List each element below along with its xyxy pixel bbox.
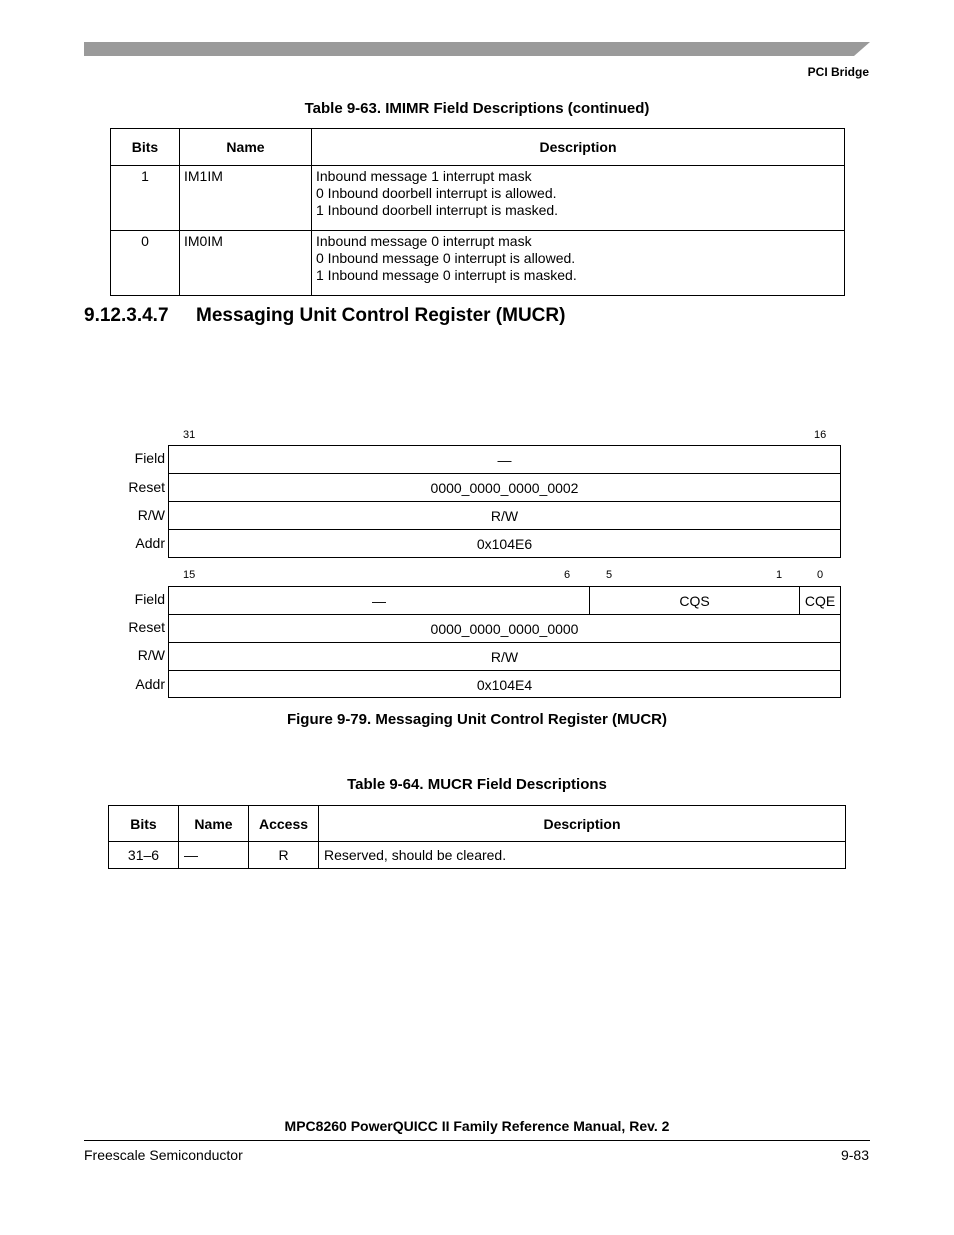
register-row-addr <box>169 530 840 558</box>
column-header-description: Description <box>312 129 845 166</box>
column-header-name: Name <box>179 806 249 842</box>
cell-name: IM1IM <box>180 166 312 231</box>
column-header-bits: Bits <box>111 129 180 166</box>
field-reserved: — <box>497 451 512 468</box>
section-heading <box>84 305 565 327</box>
table-caption-imimr: Table 9-63. IMIMR Field Descriptions (continued) <box>304 100 650 117</box>
column-header-bits: Bits <box>109 806 179 842</box>
cell-bits: 31–6 <box>109 842 179 869</box>
bit-number-15: 15 <box>183 569 196 581</box>
column-header-description: Description <box>319 806 846 842</box>
register-row-reset <box>169 474 840 502</box>
page-number: 9-83 <box>840 1147 869 1163</box>
bit-number-31: 31 <box>183 429 196 441</box>
cell-description <box>312 166 845 231</box>
field-cqe: CQE <box>804 592 836 609</box>
cell-name: IM0IM <box>180 231 312 296</box>
bit-number-5: 5 <box>606 569 613 581</box>
cell-description: Reserved, should be cleared. <box>319 842 846 869</box>
row-label-reset: Reset <box>128 619 165 635</box>
section-title: Messaging Unit Control Register (MUCR) <box>196 305 566 326</box>
desc-line: Inbound message 1 interrupt mask <box>316 168 532 184</box>
imimr-table <box>110 128 845 296</box>
field-reserved: — <box>169 587 590 614</box>
column-header-name: Name <box>180 129 312 166</box>
table-row <box>109 842 846 869</box>
table-row <box>111 166 845 231</box>
figure-caption: Figure 9-79. Messaging Unit Control Register (MUCR) <box>286 711 668 728</box>
reset-value: 0000_0000_0000_0000 <box>430 620 579 637</box>
register-row-addr <box>169 671 840 699</box>
footer-divider <box>84 1140 870 1141</box>
column-header-access: Access <box>249 806 319 842</box>
mucr-table <box>108 805 846 869</box>
row-label-rw: R/W <box>137 507 165 523</box>
desc-line: 1 Inbound message 0 interrupt is masked. <box>316 267 577 283</box>
field-cqs: CQS <box>590 587 800 614</box>
header-bar <box>84 42 870 56</box>
running-header: PCI Bridge <box>807 65 869 79</box>
table-caption-mucr: Table 9-64. MUCR Field Descriptions <box>347 776 607 793</box>
row-label-field: Field <box>134 591 165 607</box>
register-row-field <box>169 587 840 615</box>
register-upper-half <box>168 445 841 558</box>
row-label-rw: R/W <box>137 647 165 663</box>
table-header-row <box>111 129 845 166</box>
section-number: 9.12.3.4.7 <box>84 305 169 326</box>
footer-company: Freescale Semiconductor <box>84 1147 243 1163</box>
row-label-field: Field <box>134 450 165 466</box>
reset-value: 0000_0000_0000_0002 <box>430 479 579 496</box>
row-label-reset: Reset <box>128 479 165 495</box>
cell-description <box>312 231 845 296</box>
row-label-addr: Addr <box>135 535 165 551</box>
register-lower-half <box>168 586 841 698</box>
bit-number-0: 0 <box>817 569 824 581</box>
desc-line: Inbound message 0 interrupt mask <box>316 233 532 249</box>
cell-bits: 0 <box>111 231 180 296</box>
addr-value: 0x104E4 <box>476 677 533 693</box>
desc-line: 1 Inbound doorbell interrupt is masked. <box>316 202 559 218</box>
rw-value: R/W <box>490 648 519 665</box>
register-row-field <box>169 446 840 474</box>
bit-number-16: 16 <box>814 429 827 441</box>
cell-access: R <box>249 842 319 869</box>
register-row-rw <box>169 643 840 671</box>
table-row <box>111 231 845 296</box>
rw-value: R/W <box>490 507 519 524</box>
register-row-rw <box>169 502 840 530</box>
footer-title: MPC8260 PowerQUICC II Family Reference Manual, Rev. 2 <box>284 1118 670 1134</box>
addr-value: 0x104E6 <box>476 536 533 552</box>
row-label-addr: Addr <box>135 676 165 692</box>
table-header-row <box>109 806 846 842</box>
cell-bits: 1 <box>111 166 180 231</box>
bit-number-6: 6 <box>564 569 571 581</box>
bit-number-1: 1 <box>776 569 783 581</box>
cell-name: — <box>179 842 249 869</box>
desc-line: 0 Inbound message 0 interrupt is allowed. <box>316 250 576 266</box>
register-row-reset <box>169 615 840 643</box>
desc-line: 0 Inbound doorbell interrupt is allowed. <box>316 185 557 201</box>
